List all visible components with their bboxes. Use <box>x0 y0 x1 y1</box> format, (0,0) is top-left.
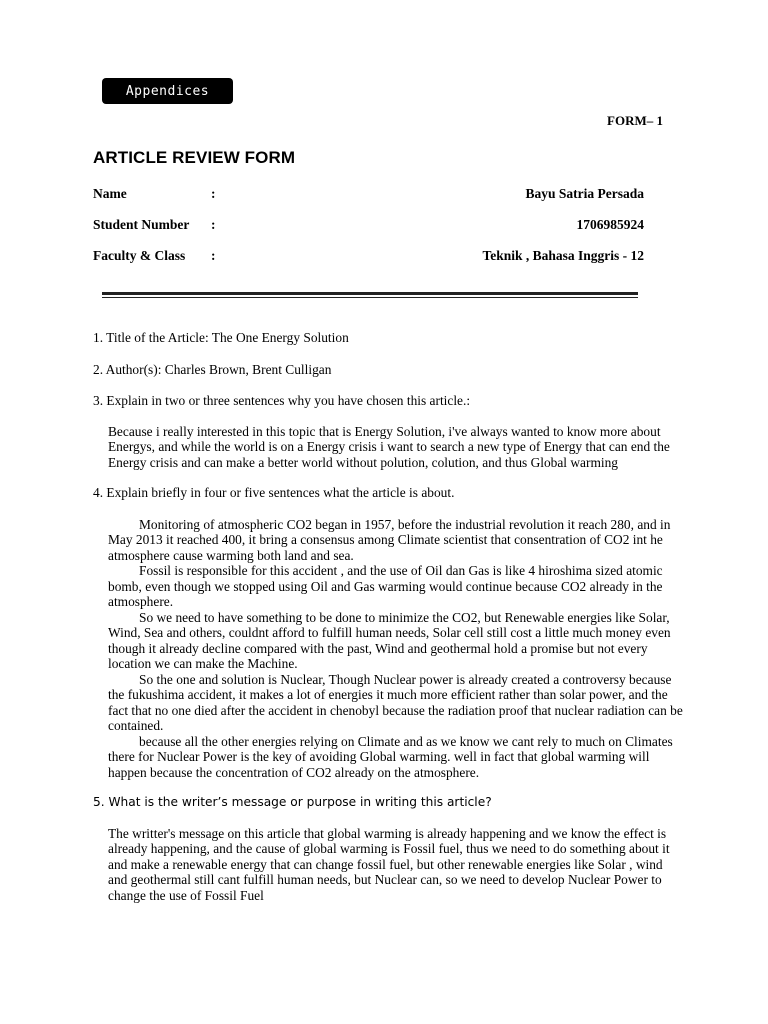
divider-thick <box>102 292 638 295</box>
info-label: Name <box>93 186 127 201</box>
info-value: Teknik , Bahasa Inggris - 12 <box>482 248 644 263</box>
info-value: Bayu Satria Persada <box>525 186 644 201</box>
info-colon: : <box>211 248 216 263</box>
info-label: Student Number <box>93 217 190 232</box>
form-number: FORM– 1 <box>607 113 663 128</box>
info-row-name <box>93 186 644 204</box>
info-colon: : <box>211 186 216 201</box>
answer-4-paragraph: So the one and solution is Nuclear, Though Nuclear power is already created a controversy because the fukushima accident, it makes a lot of energies it much more efficient rather than solar power, and the fact that no one died after the accident in chenobyl because the radiation proof that nuclear radiation can be contained. <box>108 671 683 733</box>
answer-3-text: Because i really interested in this topic that is Energy Solution, i've always wanted to know more about Energys, and while the world is on a Energy crisis i want to search a new type of Energy that can end the Energy crisis and can make a better world without polution, colution, and thus Global warming <box>108 423 670 470</box>
answer-4-paragraph: So we need to have something to be done to minimize the CO2, but Renewable energies like Solar, Wind, Sea and others, couldnt afford to fulfill human needs, Solar cell still cost a little much money even though it already decline compared with the past, Wind and geothermal hold a promise but not every location we can make the Machine. <box>108 609 671 671</box>
appendices-tab <box>102 78 233 104</box>
divider-thin <box>102 297 638 298</box>
info-row-student-number <box>93 217 644 235</box>
info-label: Faculty & Class <box>93 248 186 263</box>
answer-5 <box>108 826 683 904</box>
answer-4-paragraph: Fossil is responsible for this accident , and the use of Oil dan Gas is like 4 hiroshima sized atomic bomb, even though we stopped using Oil and Gas warming would continue because CO2 already in the atmosphere. <box>108 563 663 609</box>
question-1: 1. Title of the Article: The One Energy Solution <box>93 330 349 345</box>
answer-4-paragraph: because all the other energies relying on Climate and as we know we cant rely to much on Climates there for Nuclear Power is the key of avoiding Global warming. well in fact that global warming will happen because the concentration of CO2 already on the atmosphere. <box>108 733 673 780</box>
answer-5-text: The writter's message on this article that global warming is already happening and we know the effect is already happening, and the cause of global warming is Fossil fuel, thus we need to do something about it and make a renewable energy that can change fossil fuel, but other renewable energies like Solar , wind and geothermal still cant fulfill human needs, but Nuclear can, so we need to develop Nuclear Power to change the use of Fossil Fuel <box>108 825 670 903</box>
question-3: 3. Explain in two or three sentences why you have chosen this article.: <box>93 393 471 408</box>
info-colon: : <box>211 217 216 232</box>
answer-3 <box>108 424 683 471</box>
appendices-tab-label: Appendices <box>125 83 210 99</box>
review-content <box>93 330 683 918</box>
question-2: 2. Author(s): Charles Brown, Brent Culligan <box>93 361 332 377</box>
answer-4-paragraph: Monitoring of atmospheric CO2 began in 1957, before the industrial revolution it reach 280, and in May 2013 it reached 400, it bring a consensus among Climate scientist that consentration of CO2 int he atmosphere cause warming both land and sea. <box>108 516 671 563</box>
info-row-faculty-class <box>93 248 644 266</box>
answer-4 <box>108 517 683 781</box>
question-4: 4. Explain briefly in four or five sentences what the article is about. <box>93 485 455 500</box>
info-value: 1706985924 <box>576 217 644 232</box>
page-title: ARTICLE REVIEW FORM <box>93 148 296 167</box>
question-5: 5. What is the writer’s message or purpose in writing this article? <box>93 795 492 809</box>
